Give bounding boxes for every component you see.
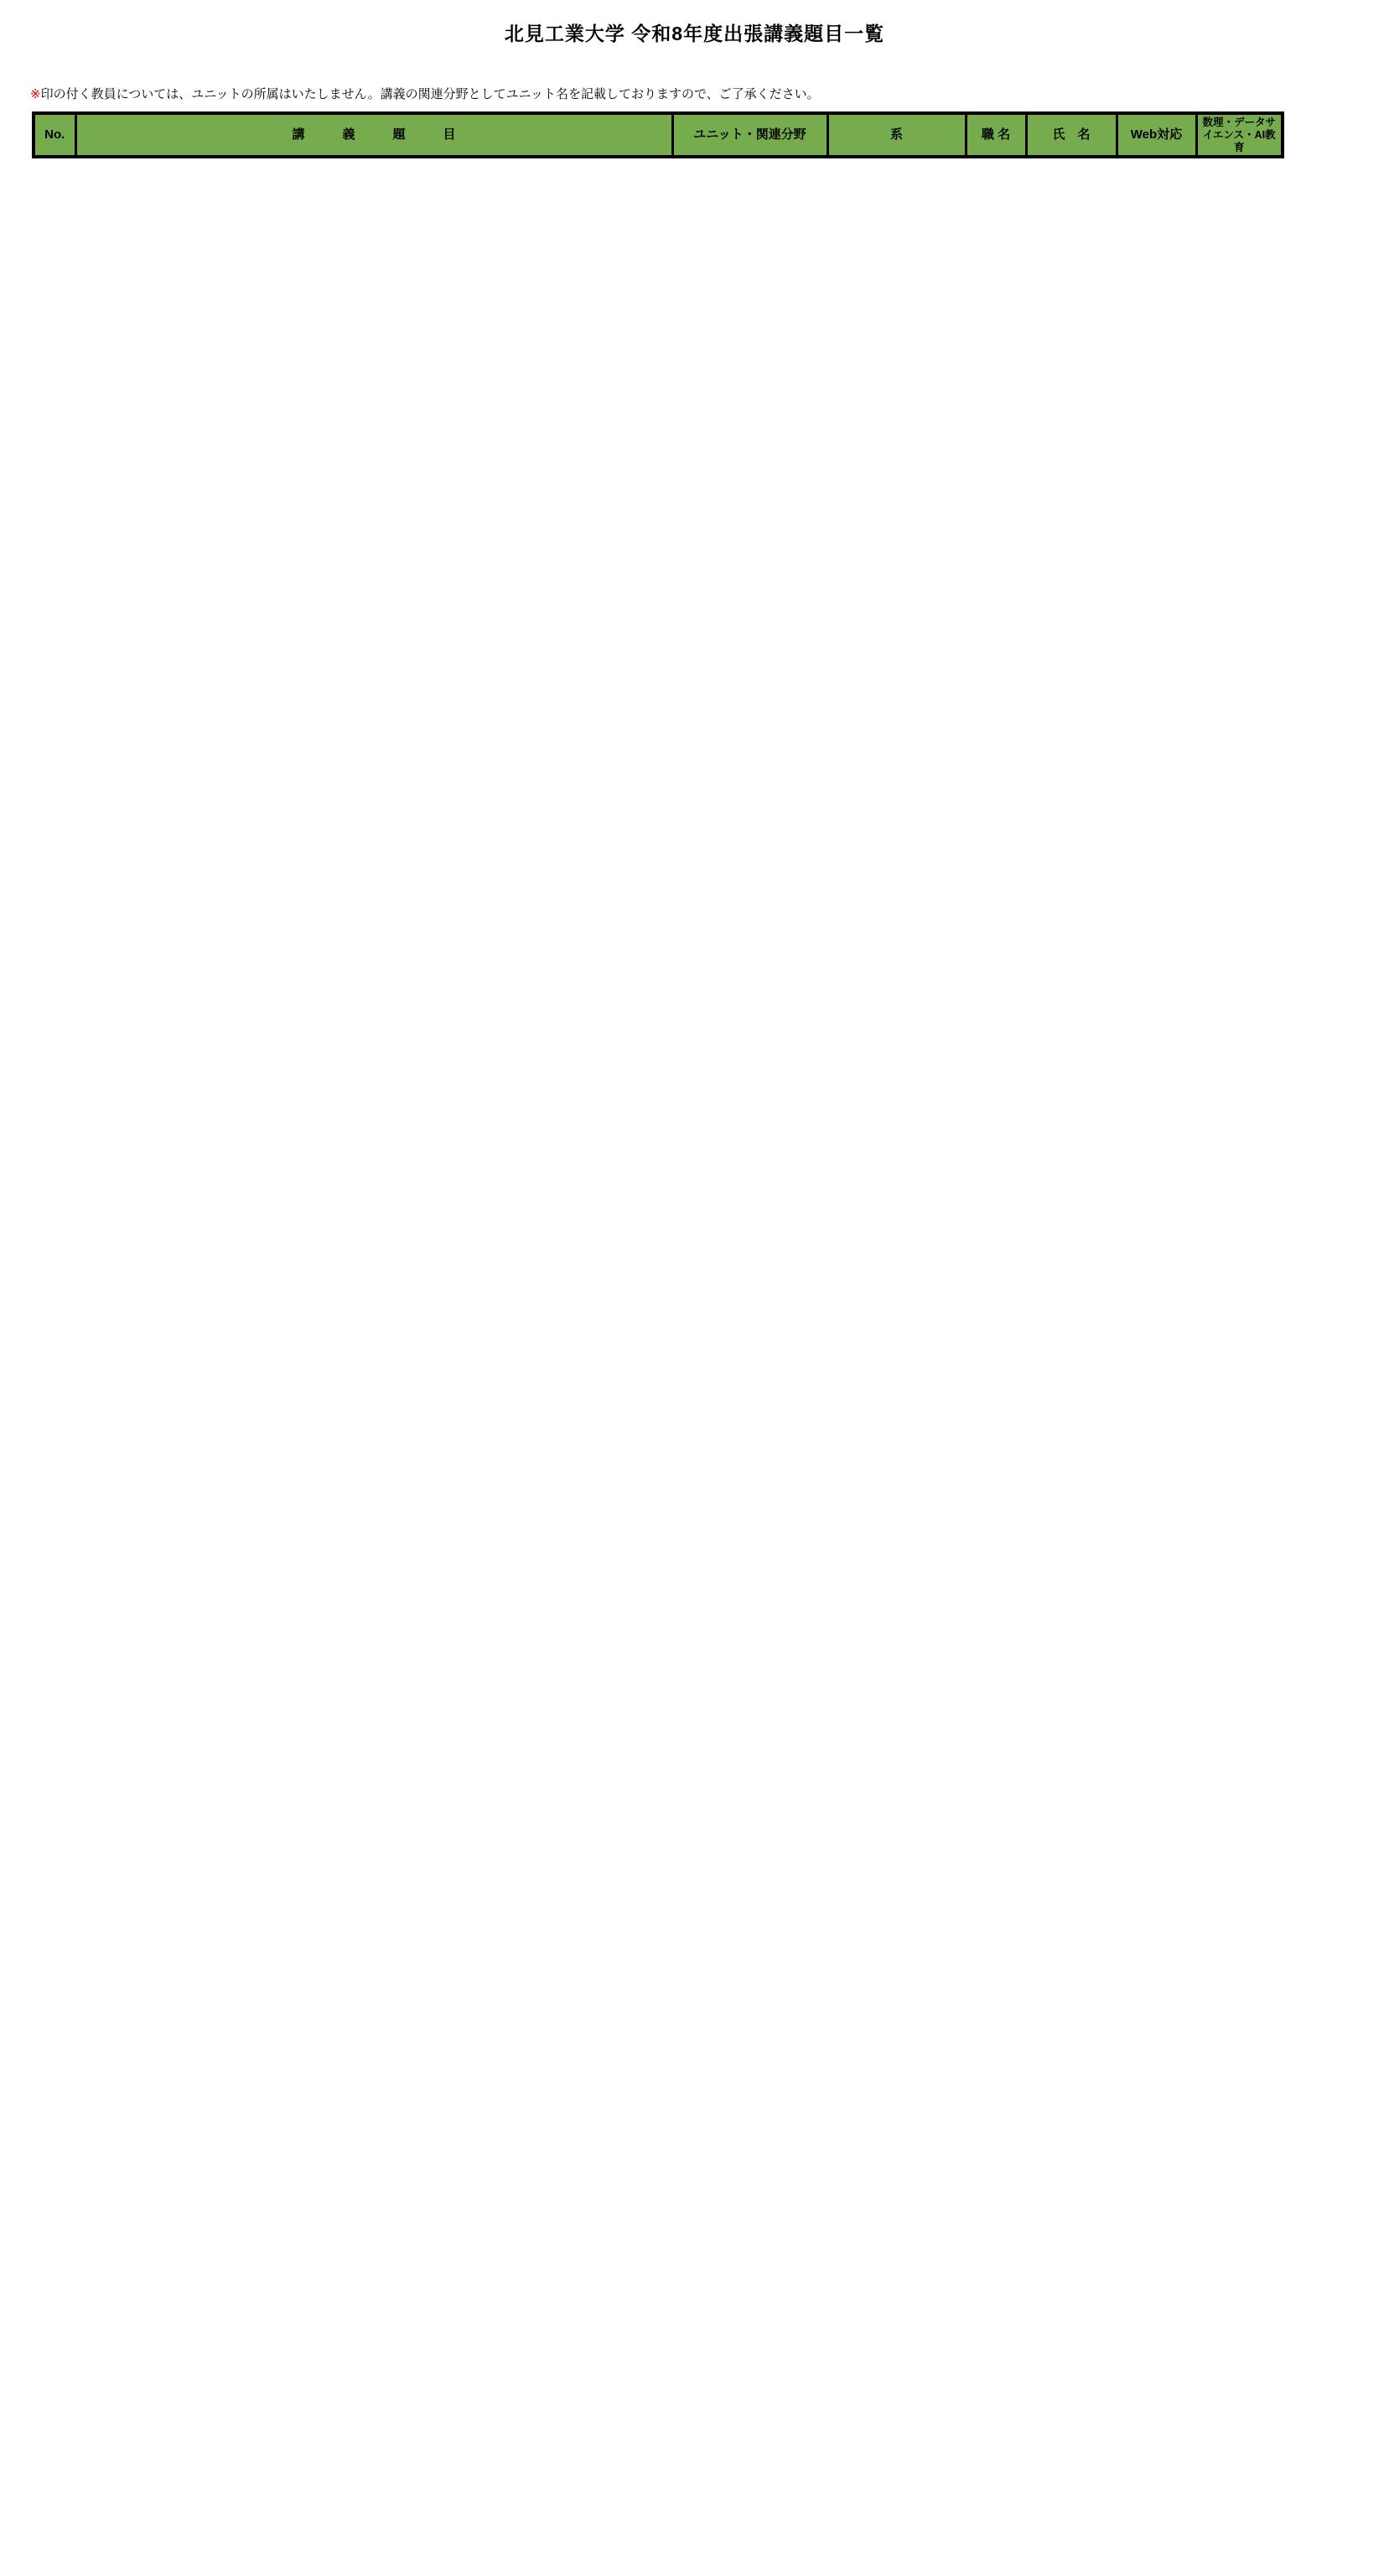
column-header-no: No. (34, 113, 75, 157)
column-header-title: 講 義 題 目 (75, 113, 672, 157)
column-header-kei: 系 (827, 113, 966, 157)
page-title: 北見工業大学 令和8年度出張講義題目一覧 (504, 23, 885, 44)
header-row (34, 113, 1283, 157)
column-header-ai: 数理・データサイエンス・AI教育 (1196, 113, 1283, 157)
column-header-name: 氏 名 (1026, 113, 1117, 157)
column-header-shokumei: 職 名 (966, 113, 1026, 157)
footnote-text: 印の付く教員については、ユニットの所属はいたしません。講義の関連分野としてユニット名を記載しておりますので、ご了承ください。 (40, 87, 820, 101)
table-header (34, 113, 1283, 157)
star-mark: ※ (30, 87, 41, 101)
column-header-web: Web対応 (1117, 113, 1196, 157)
column-header-unit: ユニット・関連分野 (672, 113, 827, 157)
footnote (30, 85, 820, 102)
lecture-table (32, 111, 1284, 158)
